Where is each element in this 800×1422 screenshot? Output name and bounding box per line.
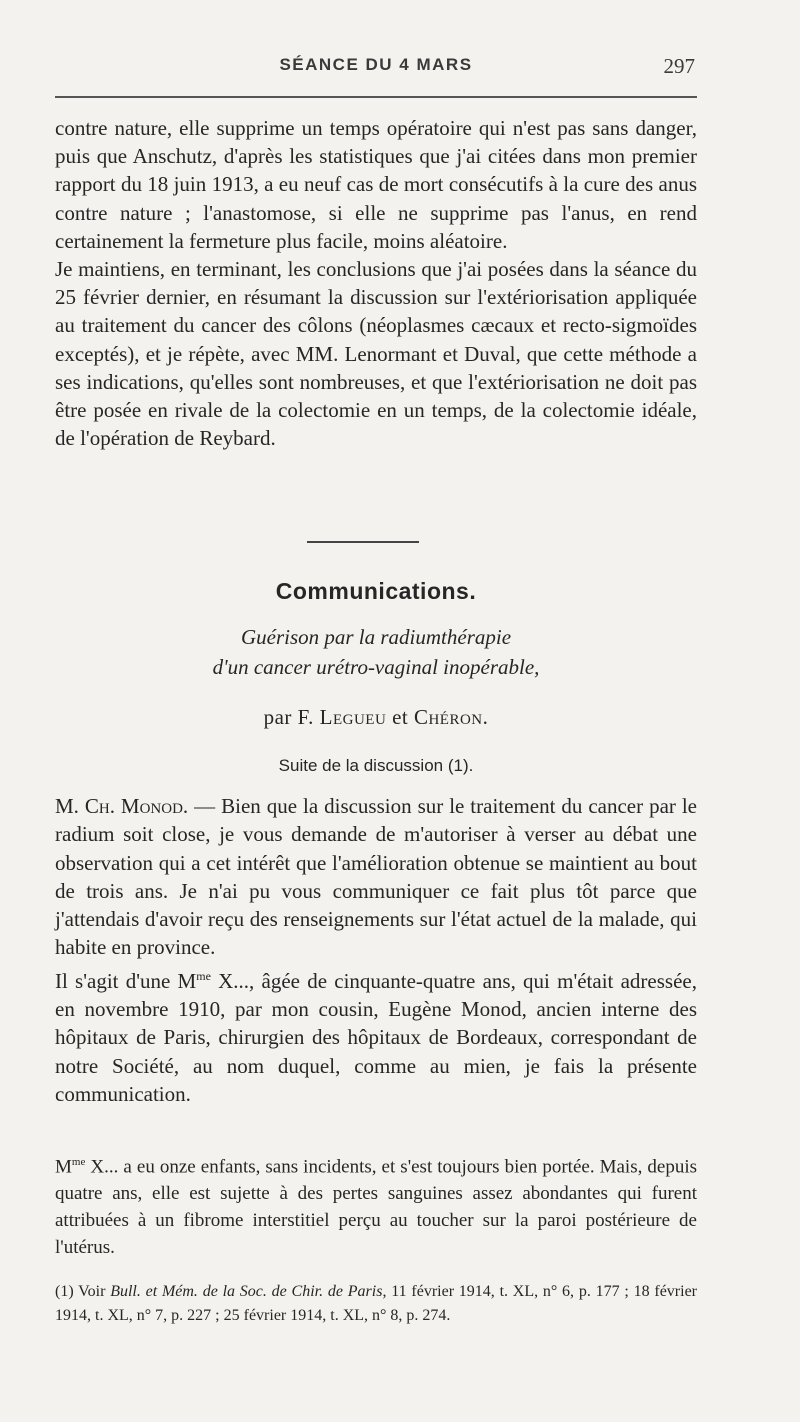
discussion-subtitle: Suite de la discussion (1). [278, 756, 474, 775]
article-title [55, 622, 697, 682]
section-divider [307, 541, 419, 543]
intro-text [55, 114, 697, 452]
header-rule [55, 96, 697, 98]
article-title-line: d'un cancer urétro-vaginal inopérable, [212, 655, 540, 679]
section-title: Communications. [275, 578, 477, 604]
discussion-text-run: Il s'agit d'une M [55, 968, 197, 993]
intro-paragraph: contre nature, elle supprime un temps opératoire qui n'est pas sans danger, puis que Anschutz, d'après les statistiques que j'ai citées dans mon premier rapport du 18 juin 1913, a eu neuf cas de mort consécutifs à la cure des anus contre nature ; l'anastomose, si elle ne supprime pas l'anus, en rend certainement la fermeture plus facile, moins aléatoire. [55, 116, 697, 253]
article-authors [55, 705, 697, 730]
page-number: 297 [663, 54, 695, 78]
footnote-marker: (1) Voir [55, 1283, 111, 1300]
discussion-paragraph [55, 792, 697, 962]
observation-body: X... a eu onze enfants, sans incidents, et s'est toujours bien portée. Mais, depuis quatre ans, elle est sujette à des pertes sanguines assez abondantes qui furent attribuées à un fibrome interstitiel perçu au toucher sur la paroi postérieure de l'utérus. [55, 1156, 697, 1259]
discussion-paragraph [55, 962, 697, 1108]
footnote [55, 1280, 697, 1328]
discussion-text-run: — Bien que la discussion sur le traitement du cancer par le radium soit close, je vous demande de m'autoriser à verser au débat une observation qui a cet intérêt que l'amélioration obtenue se maintient au bout de trois ans. Je n'ai pu vous communiquer ce fait plus tôt parce que j'attendais d'avoir reçu des renseignements sur l'état actuel de la malade, qui habite en province. [55, 794, 698, 960]
author-name: Legueu [319, 705, 387, 729]
footnote-paragraph [55, 1280, 697, 1328]
authors-joiner: et [392, 705, 409, 729]
author-name: Chéron. [413, 705, 489, 729]
running-header [55, 55, 697, 81]
speaker-name: M. Ch. Monod. [55, 794, 189, 818]
article-title-line: Guérison par la radiumthérapie [240, 625, 512, 649]
discussion-text-run: X..., âgée de cinquante-quatre ans, qui m'était adressée, en novembre 1910, par mon cousin, Eugène Monod, ancien interne des hôpitaux de Paris, chirurgien des hôpitaux de Bordeaux, correspondant de notre Société, au nom duquel, comme au mien, je fais la présente communication. [55, 968, 697, 1106]
intro-paragraph: Je maintiens, en terminant, les conclusions que j'ai posées dans la séance du 25 février dernier, en résumant la discussion sur l'extériorisation appliquée au traitement du cancer des côlons (néoplasmes cæcaux et recto-sigmoïdes exceptés), et je répète, avec MM. Lenormant et Duval, que cette méthode a ses indications, qu'elles sont nombreuses, et que l'extériorisation ne doit pas être posée en rivale de la colectomie en un temps, de la colectomie idéale, de l'opération de Reybard. [55, 257, 697, 451]
observation-text [55, 1149, 697, 1261]
authors-prefix: par F. [263, 705, 314, 729]
superscript: me [71, 1156, 86, 1168]
footnote-refs: , 11 février 1914, t. XL, n° 6, p. 177 ; 18 février 1914, t. XL, n° 7, p. 227 ; 25 février 1914, t. XL, n° 8, p. 274. [55, 1283, 697, 1324]
superscript: me [196, 968, 211, 983]
observation-prefix: M [55, 1156, 72, 1178]
discussion-text [55, 792, 697, 1108]
observation-paragraph [55, 1149, 697, 1261]
journal-title: Bull. et Mém. de la Soc. de Chir. de Paris [110, 1283, 383, 1300]
header-title: SÉANCE DU 4 MARS [279, 55, 473, 74]
